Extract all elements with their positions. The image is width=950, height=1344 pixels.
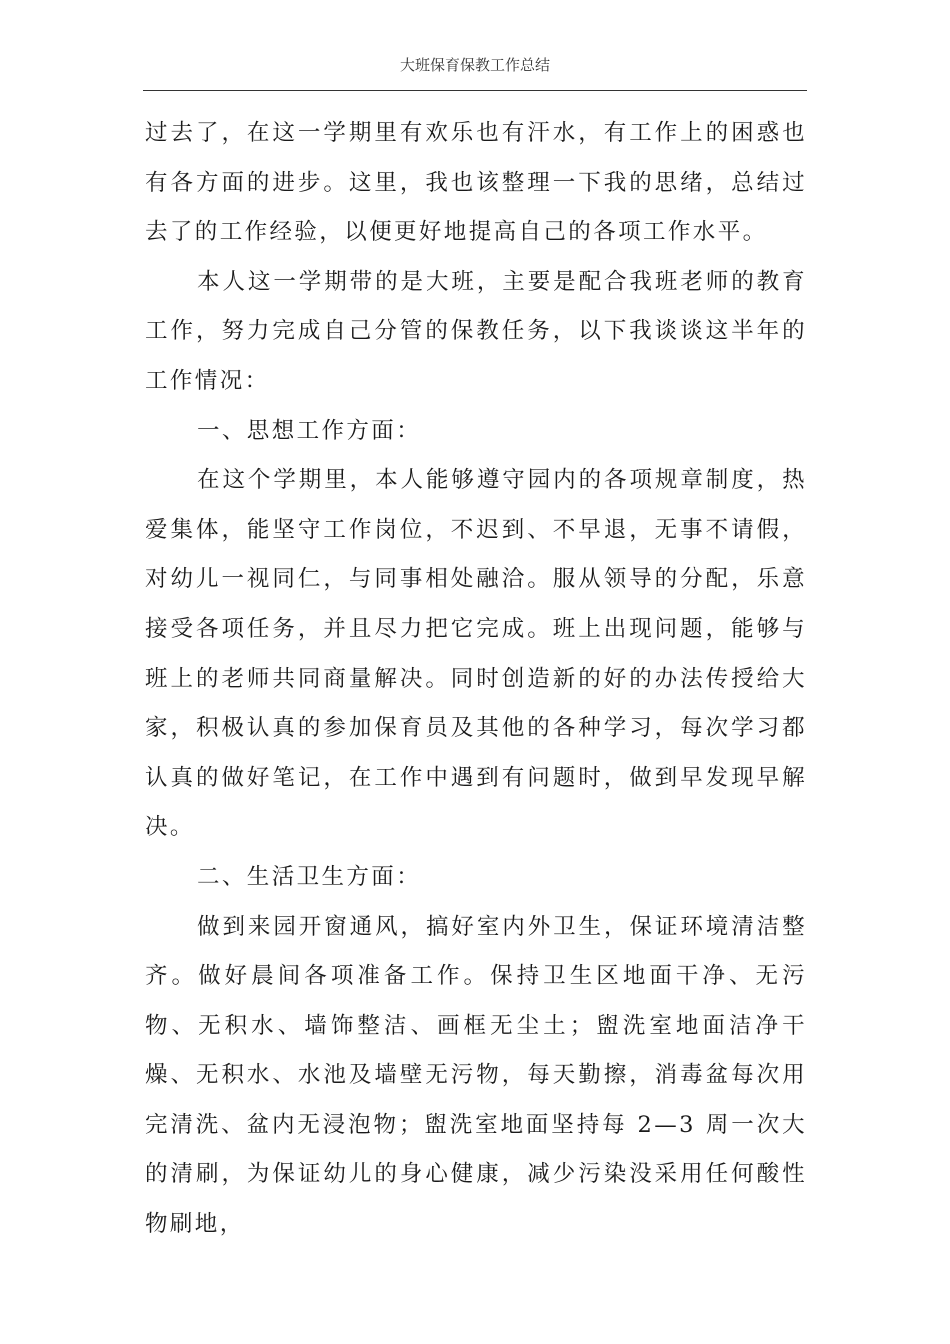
- paragraph-hygiene: 做到来园开窗通风，搞好室内外卫生，保证环境清洁整齐。做好晨间各项准备工作。保持卫生区地面干净、无污物、无积水、墙饰整洁、画框无尘土；盥洗室地面洁净干燥、无积水、水池及墙壁无污物，每天勤擦，消毒盆每次用完清洗、盆内无浸泡物；盥洗室地面坚持每 2—3 周一次大的清刷，为保证幼儿的身心健康，减少污染没采用任何酸性物刷地，: [145, 913, 807, 1238]
- paragraph-ideology: 在这个学期里，本人能够遵守园内的各项规章制度，热爱集体，能坚守工作岗位，不迟到、不早退，无事不请假，对幼儿一视同仁，与同事相处融洽。服从领导的分配，乐意接受各项任务，并且尽力把它完成。班上出现问题，能够与班上的老师共同商量解决。同时创造新的好的办法传授给大家，积极认真的参加保育员及其他的各种学习，每次学习都认真的做好笔记，在工作中遇到有问题时，做到早发现早解决。: [145, 467, 807, 841]
- section-heading-hygiene: 二、生活卫生方面：: [197, 863, 422, 890]
- paragraph-intro: 过去了，在这一学期里有欢乐也有汗水，有工作上的困惑也有各方面的进步。这里，我也该整理一下我的思绪，总结过去了的工作经验，以便更好地提高自己的各项工作水平。: [145, 120, 807, 246]
- document-body: [145, 109, 807, 1250]
- paragraph-overview: 本人这一学期带的是大班，主要是配合我班老师的教育工作，努力完成自己分管的保教任务，以下我谈谈这半年的工作情况：: [145, 268, 807, 394]
- page-header: [143, 52, 807, 91]
- section-heading-ideology: 一、思想工作方面：: [197, 417, 422, 444]
- document-title: 大班保育保教工作总结: [399, 56, 550, 74]
